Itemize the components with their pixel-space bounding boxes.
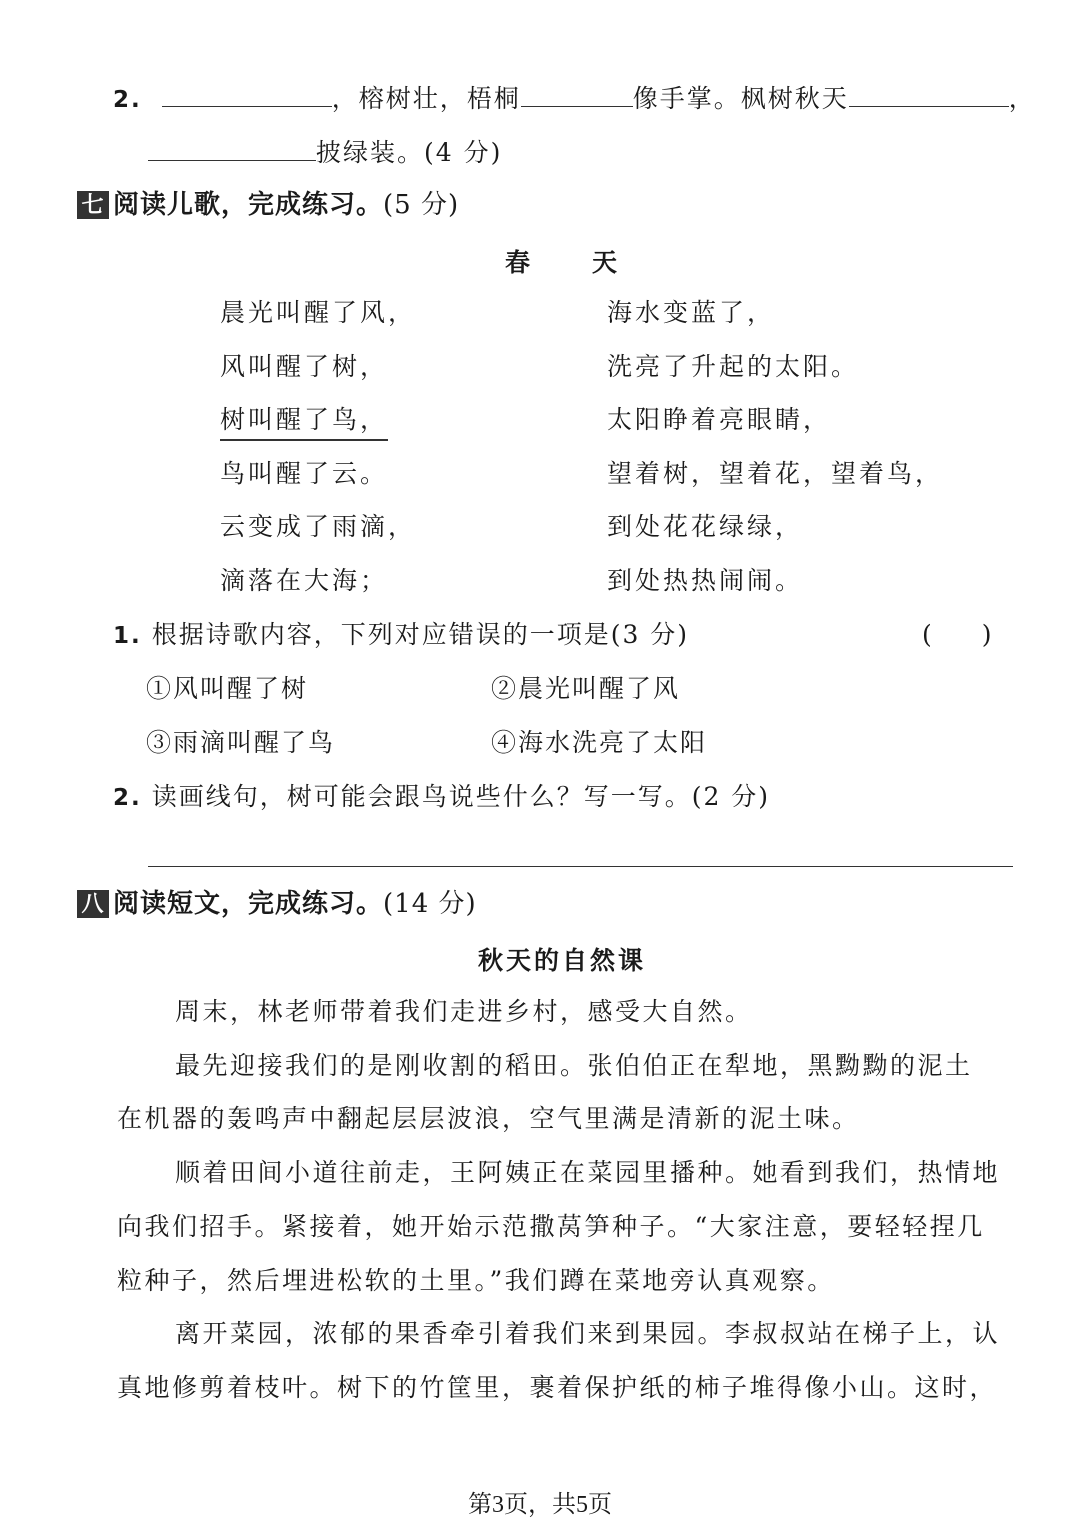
poem-left-line: 云变成了雨滴， [220,512,417,541]
article-line: 向我们招手。紧接着，她开始示范撒莴笋种子。“大家注意，要轻轻捏几 [117,1212,985,1241]
section-score: (5 分) [383,190,460,220]
fill-question-line-1 [113,80,1036,117]
option-2[interactable]: ②晨光叫醒了风 [491,674,681,703]
poem-underlined-line: 树叫醒了鸟， [220,403,388,441]
article-line: 顺着田间小道往前走，王阿姨正在菜园里播种。她看到我们，热情地 [175,1158,1001,1187]
page-number: 第3页，共5页 [468,1492,612,1518]
poem-left-line: 晨光叫醒了风， [220,298,417,327]
section-title: 阅读短文，完成练习。 [113,889,384,919]
poem-right-line: 太阳睁着亮眼睛， [607,405,832,434]
answer-blank[interactable] [162,80,332,107]
answer-blank[interactable] [849,80,1009,107]
poem-right-line: 海水变蓝了， [607,298,776,327]
poem-right-line: 望着树，望着花，望着鸟， [607,459,944,488]
poem-right-line: 到处热热闹闹。 [607,566,804,595]
poem-right-line: 洗亮了升起的太阳。 [607,352,860,381]
poem-right-line: 到处花花绿绿， [607,512,804,541]
article-line: 粒种子，然后埋进松软的土里。”我们蹲在菜地旁认真观察。 [117,1266,835,1295]
poem-left-line: 风叫醒了树， [220,352,389,381]
section-8-header [77,887,477,921]
question-2 [113,780,770,815]
section-badge: 八 [77,890,109,918]
question-number: 1. [113,623,142,649]
question-1 [113,618,689,653]
question-text: 根据诗歌内容，下列对应错误的一项是(3 分) [151,620,690,649]
article-line: 真地修剪着枝叶。树下的竹筐里，裹着保护纸的柿子堆得像小山。这时， [117,1373,998,1402]
answer-blank[interactable] [521,80,633,107]
poem-left-line: 鸟叫醒了云。 [220,459,389,488]
question-number: 2. [113,785,142,811]
section-badge: 七 [77,191,109,219]
article-line: 周末，林老师带着我们走进乡村，感受大自然。 [175,997,753,1026]
answer-blank[interactable] [148,134,316,161]
poem-title: 春 天 [505,248,622,277]
fill-text: 披绿装。(4 分) [316,138,503,167]
poem-left-line: 滴落在大海； [220,566,389,595]
option-4[interactable]: ④海水洗亮了太阳 [491,728,708,757]
question-number: 2. [113,87,142,113]
section-7-header [77,188,459,222]
section-title: 阅读儿歌，完成练习。 [113,190,384,220]
fill-text: 像手掌。枫树秋天 [632,84,849,113]
question-text: 读画线句，树可能会跟鸟说些什么？写一写。(2 分) [151,782,771,811]
article-line: 最先迎接我们的是刚收割的稻田。张伯伯正在犁地，黑黝黝的泥土 [175,1051,973,1080]
option-3[interactable]: ③雨滴叫醒了鸟 [146,728,336,757]
article-line: 在机器的轰鸣声中翻起层层波浪，空气里满是清新的泥土味。 [117,1104,860,1133]
article-line: 离开菜园，浓郁的果香牵引着我们来到果园。李叔叔站在梯子上，认 [175,1319,1001,1348]
option-1[interactable]: ①风叫醒了树 [146,674,309,703]
fill-text: ，榕树壮，梧桐 [331,84,521,113]
fill-text: ， [1008,84,1036,113]
article-title: 秋天的自然课 [478,946,647,975]
section-score: (14 分) [383,889,477,919]
fill-question-line-2 [148,134,502,170]
answer-bracket[interactable]: ( ) [922,620,992,649]
answer-line[interactable] [148,866,1013,867]
